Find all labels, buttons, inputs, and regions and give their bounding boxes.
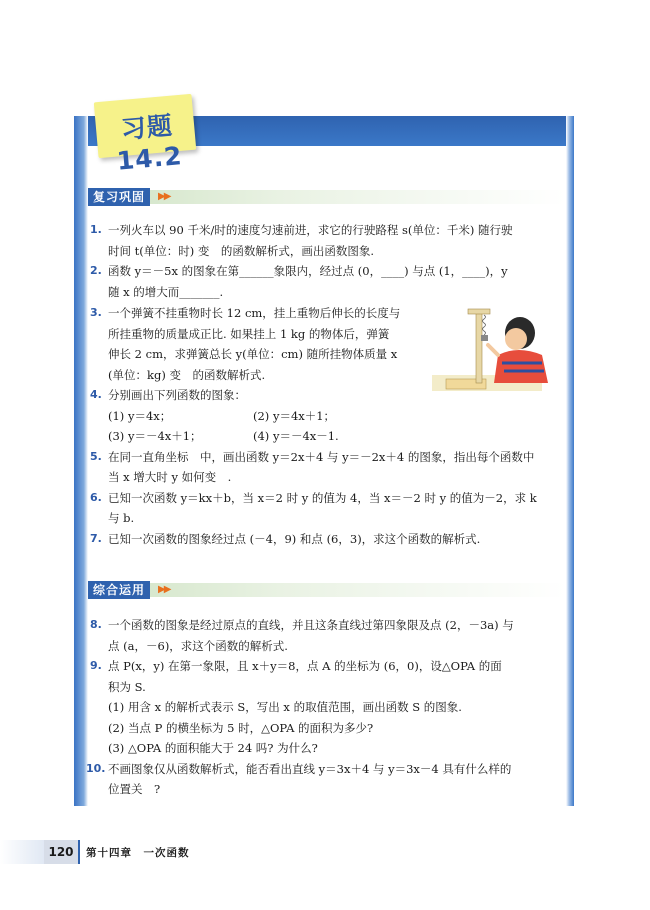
- arrows-icon: ▶▶: [158, 584, 170, 595]
- question-6: 6. 已知一次函数 y＝kx＋b，当 x＝2 时 y 的值为 4，当 x＝－2 时 y 的值为－2，求 k 与 b.: [90, 490, 537, 525]
- chapter-title: 第十四章 一次函数: [86, 847, 190, 859]
- questions-block-2: [90, 303, 426, 385]
- footer-divider: [78, 840, 80, 864]
- questions-block-4: [86, 615, 560, 800]
- question-7: 7. 已知一次函数的图象经过点 (－4，9) 和点 (6，3)，求这个函数的解析式.: [90, 531, 481, 546]
- exercise-title: 习题14.2: [115, 110, 184, 176]
- section-label-apply: 综合运用: [88, 581, 150, 599]
- question-4: 4. 分别画出下列函数的图象： (1) y＝4x； (2) y＝4x＋1； (3) y＝－4x＋1； (4) y＝－4x－1.: [90, 388, 339, 443]
- arrows-icon: ▶▶: [158, 191, 170, 202]
- question-9: 9. 点 P(x，y) 在第一象限，且 x＋y＝8，点 A 的坐标为 (6，0)，设△OPA 的面 积为 S. (1) 用含 x 的解析式表示 S，写出 x 的取值范围，画出函数 S 的图象. (2) 当点 P 的横坐标为 5 时，△OPA 的面积为多少? (3) △OPA 的面积能大于 24 吗? 为什么?: [90, 659, 502, 755]
- exercise-frame-right: [566, 116, 574, 806]
- questions-block-3: [90, 385, 560, 549]
- questions-block-1: [90, 220, 560, 302]
- page-number: 120: [44, 840, 78, 864]
- footer-bar: [0, 840, 46, 864]
- question-10: 10. 不画图象仅从函数解析式，能否看出直线 y＝3x＋4 与 y＝3x－4 具有什么样的 位置关 ?: [86, 761, 512, 796]
- exercise-frame-left: [74, 116, 88, 806]
- spring-experiment-illustration: [432, 303, 552, 393]
- question-2: 2. 函数 y＝－5x 的图象在第______象限内，经过点 (0，____) 与点 (1，____)，y 随 x 的增大而_______.: [90, 264, 508, 299]
- section-label-review: 复习巩固: [88, 188, 150, 206]
- question-3: 3. 一个弹簧不挂重物时长 12 cm，挂上重物后伸长的长度与 所挂重物的质量成正比. 如果挂上 1 kg 的物体后，弹簧 伸长 2 cm，求弹簧总长 y(单位：cm) 随所挂物体质量 x (单位：kg) 变 的函数解析式.: [90, 306, 401, 382]
- question-5: 5. 在同一直角坐标 中，画出函数 y＝2x＋4 与 y＝－2x＋4 的图象，指出每个函数中 当 x 增大时 y 如何变 .: [90, 449, 535, 484]
- question-1: 1. 一列火车以 90 千米/时的速度匀速前进，求它的行驶路程 s(单位：千米) 随行驶 时间 t(单位：时) 变 的函数解析式，画出函数图象.: [90, 223, 513, 258]
- question-8: 8. 一个函数的图象是经过原点的直线，并且这条直线过第四象限及点 (2，－3a) 与 点 (a，－6)，求这个函数的解析式.: [90, 618, 514, 653]
